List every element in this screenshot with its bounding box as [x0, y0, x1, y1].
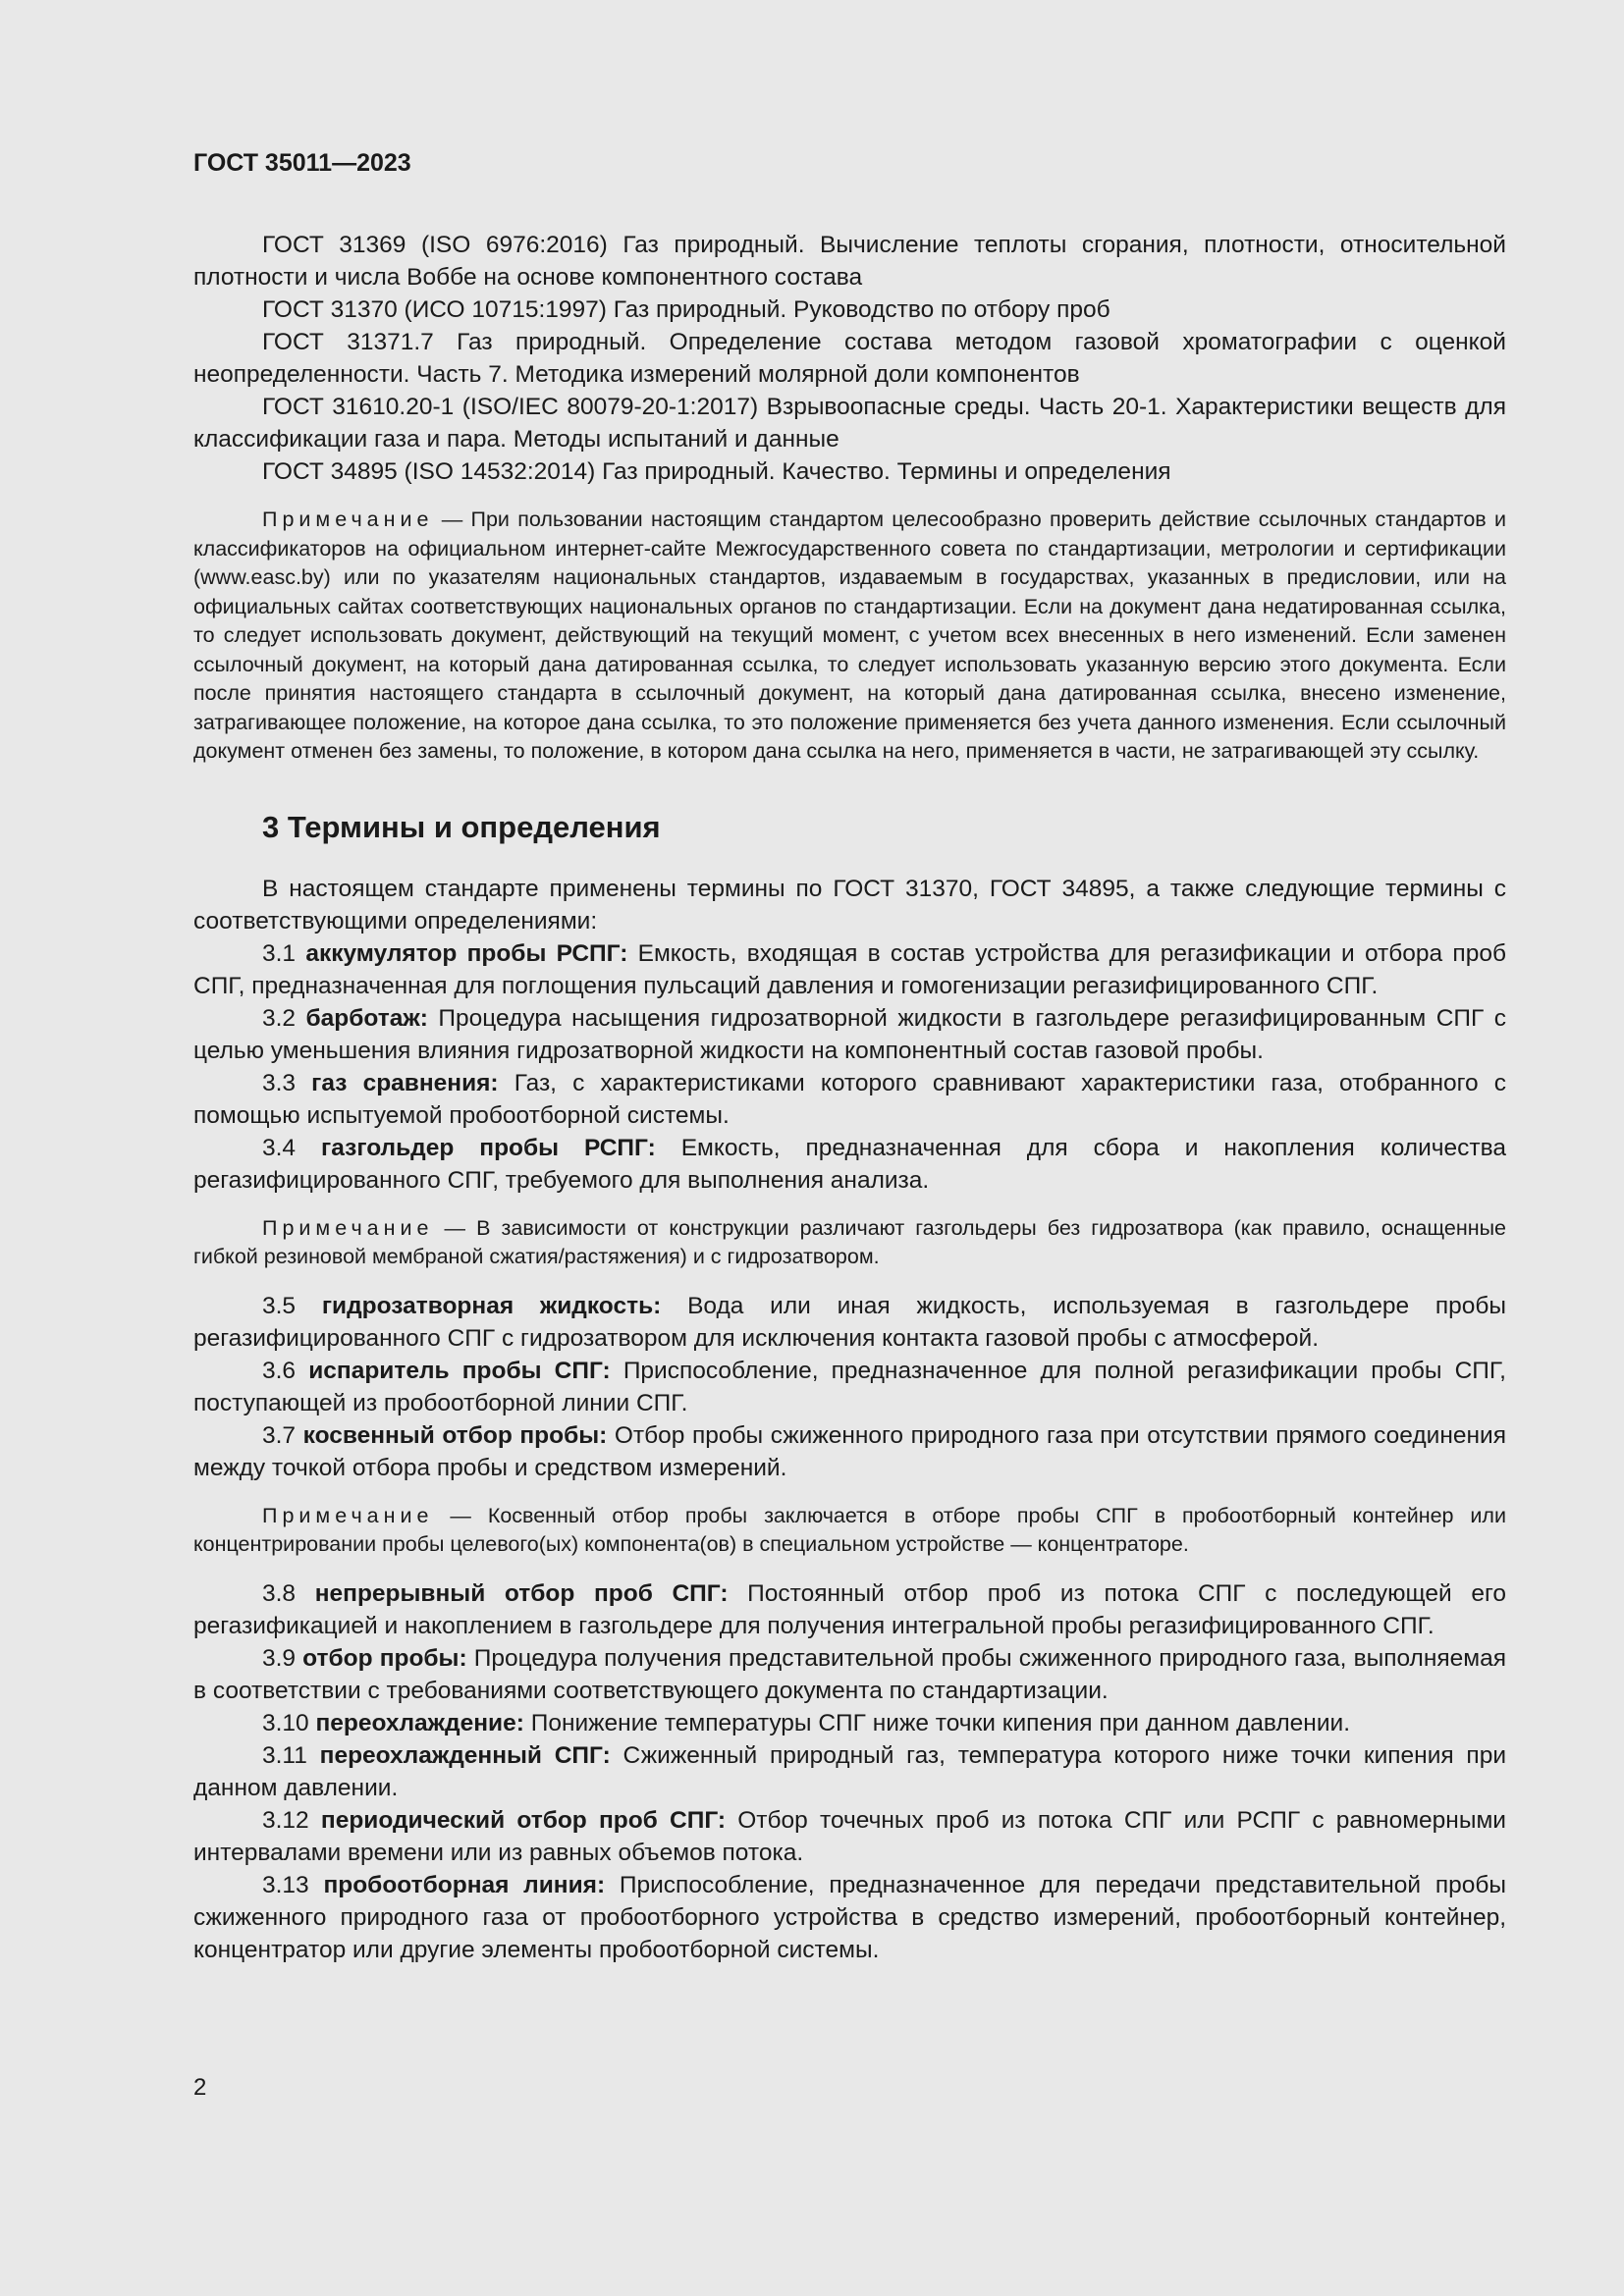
term-number: 3.9 [262, 1644, 297, 1672]
term-entry [193, 1739, 1506, 1804]
term-entry [193, 1804, 1506, 1869]
reference-item: ГОСТ 31369 (ISO 6976:2016) Газ природный. Вычисление теплоты сгорания, плотности, относительной плотности и числа Воббе на основе компонентного состава [193, 232, 1506, 291]
term-definition: Емкость, входящая в состав устройства для регазификации и отбора проб СПГ, предназначенная для поглощения пульсаций давления и гомогенизации регазифицированного СПГ. [193, 939, 1506, 999]
document-header: ГОСТ 35011—2023 [193, 149, 411, 177]
term-definition: Отбор пробы сжиженного природного газа при отсутствии прямого соединения между точкой отбора пробы и средством измерений. [193, 1421, 1506, 1481]
note-label: Примечание [262, 507, 434, 531]
note-indirect-sampling [193, 1502, 1506, 1560]
term-number: 3.12 [262, 1806, 309, 1834]
term-number: 3.2 [262, 1004, 297, 1032]
note-text: — При пользовании настоящим стандартом целесообразно проверить действие ссылочных стандартов и классификаторов на официальном интернет-сайте Межгосударственного совета по стандартизации, метрологии и сертификации (www.easc.by) или по указателям национальных стандартов, издаваемым в государствах, указанных в предисловии, или на официальных сайтах соответствующих национальных органов по стандартизации. Если на документ дана недатированная ссылка, то следует использовать документ, действующий на текущий момент, с учетом всех внесенных в него изменений. Если заменен ссылочный документ, на который дана датированная ссылка, то следует использовать указанную версию этого документа. Если после принятия настоящего стандарта в ссылочный документ, на который дана датированная ссылка, внесено изменение, затрагивающее положение, на которое дана ссылка, то это положение применяется без учета данного изменения. Если ссылочный документ отменен без замены, то положение, в котором дана ссылка на него, применяется в части, не затрагивающей эту ссылку. [193, 507, 1506, 763]
term-name: периодический отбор проб СПГ: [320, 1806, 727, 1834]
term-name: аккумулятор пробы РСПГ: [305, 939, 628, 967]
term-entry [193, 1869, 1506, 1966]
term-number: 3.4 [262, 1134, 297, 1161]
term-number: 3.5 [262, 1292, 297, 1319]
term-name: переохлаждение: [315, 1709, 524, 1736]
term-entry [193, 1577, 1506, 1642]
term-entry [193, 1642, 1506, 1707]
term-definition: Отбор точечных проб из потока СПГ или РСПГ с равномерными интервалами времени или из равных объемов потока. [193, 1806, 1506, 1866]
term-definition: Приспособление, предназначенное для полной регазификации пробы СПГ, поступающей из пробоотборной линии СПГ. [193, 1357, 1506, 1416]
term-definition: Процедура насыщения гидрозатворной жидкости в газгольдере регазифицированным СПГ с целью уменьшения влияния гидрозатворной жидкости на компонентный состав газовой пробы. [193, 1004, 1507, 1064]
term-name: испаритель пробы СПГ: [308, 1357, 611, 1384]
term-number: 3.6 [262, 1357, 297, 1384]
section-title: 3 Термины и определения [262, 809, 661, 844]
term-number: 3.3 [262, 1069, 297, 1096]
term-name: гидрозатворная жидкость: [321, 1292, 662, 1319]
note-references [193, 506, 1506, 767]
term-entry [193, 1067, 1506, 1132]
reference-item: ГОСТ 31610.20-1 (ISO/IEC 80079-20-1:2017) Взрывоопасные среды. Часть 20-1. Характеристики веществ для классификации газа и пара. Методы испытаний и данные [193, 394, 1506, 453]
term-definition: Емкость, предназначенная для сбора и накопления количества регазифицированного СПГ, требуемого для выполнения анализа. [193, 1134, 1507, 1194]
note-gasholder [193, 1214, 1506, 1272]
term-entry [193, 1419, 1506, 1484]
term-entry [193, 1132, 1506, 1197]
note-label: Примечание [262, 1503, 434, 1527]
term-number: 3.10 [262, 1709, 309, 1736]
references-list [193, 229, 1506, 488]
term-name: газ сравнения: [311, 1069, 499, 1096]
term-entry [193, 937, 1506, 1002]
term-name: газгольдер пробы РСПГ: [321, 1134, 656, 1161]
term-name: барботаж: [305, 1004, 428, 1032]
term-number: 3.11 [262, 1741, 307, 1769]
term-name: переохлажденный СПГ: [319, 1741, 611, 1769]
term-definition: Сжиженный природный газ, температура которого ниже точки кипения при данном давлении. [193, 1741, 1507, 1801]
term-entry [193, 1290, 1506, 1355]
term-entry [193, 1707, 1506, 1739]
term-name: отбор пробы: [302, 1644, 467, 1672]
term-entry [193, 1002, 1506, 1067]
reference-item: ГОСТ 31370 (ИСО 10715:1997) Газ природный. Руководство по отбору проб [262, 296, 1110, 323]
term-definition: Приспособление, предназначенное для передачи представительной пробы сжиженного природного газа от пробоотборного устройства в средство измерений, пробоотборный контейнер, концентратор или другие элементы пробоотборной системы. [193, 1871, 1507, 1963]
term-number: 3.1 [262, 939, 297, 967]
term-name: косвенный отбор пробы: [302, 1421, 608, 1449]
reference-item: ГОСТ 31371.7 Газ природный. Определение состава методом газовой хроматографии с оценкой неопределенности. Часть 7. Методика измерений молярной доли компонентов [193, 329, 1506, 388]
section-intro: В настоящем стандарте применены термины по ГОСТ 31370, ГОСТ 34895, а также следующие термины с соответствующими определениями: [193, 875, 1506, 934]
term-definition: Вода или иная жидкость, используемая в газгольдере пробы регазифицированного СПГ с гидрозатвором для исключения контакта газовой пробы с атмосферой. [193, 1292, 1507, 1352]
term-definition: Процедура получения представительной пробы сжиженного природного газа, выполняемая в соответствии с требованиями соответствующего документа по стандартизации. [193, 1644, 1507, 1704]
note-label: Примечание [262, 1215, 434, 1240]
term-name: непрерывный отбор проб СПГ: [314, 1579, 729, 1607]
note-text: — Косвенный отбор пробы заключается в отборе пробы СПГ в пробоотборный контейнер или концентрировании пробы целевого(ых) компонента(ов) в специальном устройстве — концентраторе. [193, 1503, 1506, 1556]
term-number: 3.13 [262, 1871, 309, 1898]
page-number: 2 [193, 2074, 207, 2101]
term-definition: Газ, с характеристиками которого сравнивают характеристики газа, отобранного с помощью испытуемой пробоотборной системы. [193, 1069, 1506, 1129]
term-definition: Понижение температуры СПГ ниже точки кипения при данном давлении. [530, 1709, 1351, 1736]
term-name: пробоотборная линия: [323, 1871, 606, 1898]
term-number: 3.8 [262, 1579, 297, 1607]
term-definition: Постоянный отбор проб из потока СПГ с последующей его регазификацией и накоплением в газгольдере для получения интегральной пробы регазифицированного СПГ. [193, 1579, 1506, 1639]
note-text: — В зависимости от конструкции различают газгольдеры без гидрозатвора (как правило, оснащенные гибкой резиновой мембраной сжатия/растяжения) и с гидрозатвором. [193, 1215, 1506, 1268]
term-entry [193, 1355, 1506, 1419]
term-number: 3.7 [262, 1421, 297, 1449]
reference-item: ГОСТ 34895 (ISO 14532:2014) Газ природный. Качество. Термины и определения [262, 458, 1171, 485]
